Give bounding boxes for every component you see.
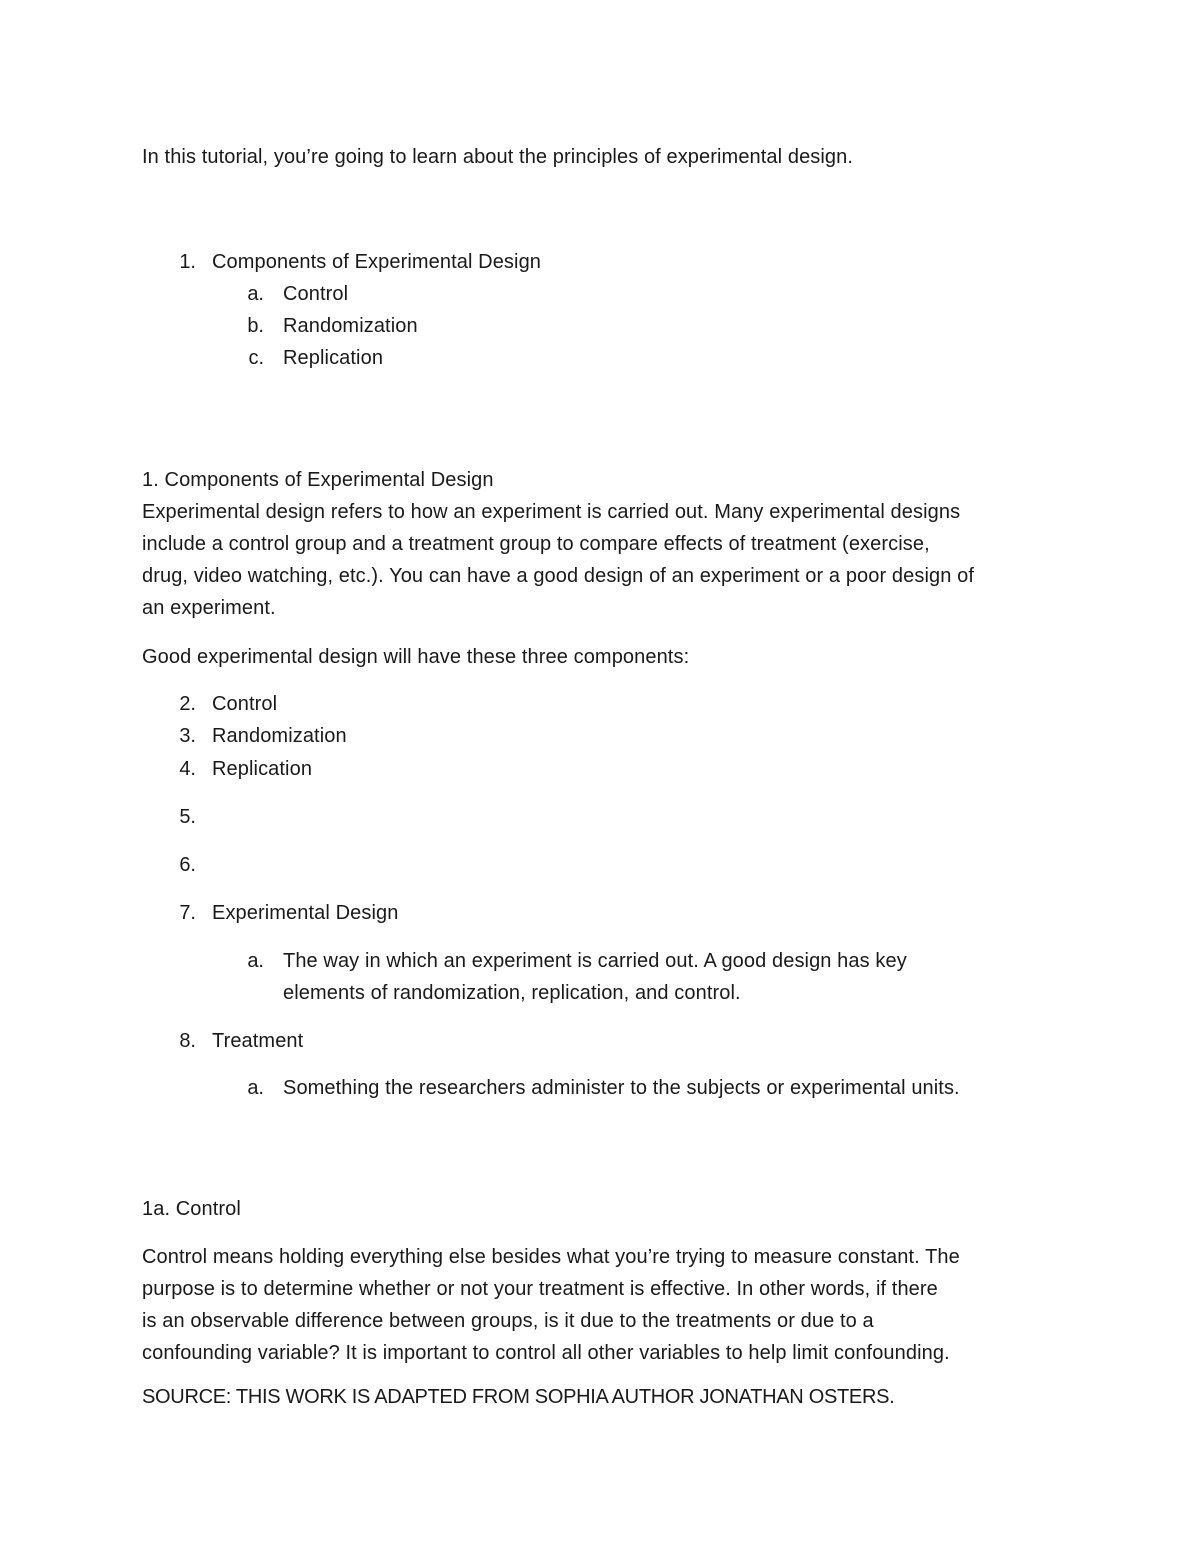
- toc-sub-label: Randomization: [283, 315, 418, 337]
- list-label: Randomization: [212, 725, 347, 747]
- toc-item-number: 1.: [179, 251, 196, 273]
- toc-sub-label: Control: [283, 283, 349, 305]
- toc-sub-letter: a.: [247, 283, 264, 305]
- list-number: 7.: [179, 902, 196, 924]
- list-number: 2.: [179, 693, 196, 715]
- section-heading: 1. Components of Experimental Design: [142, 469, 494, 491]
- definition-line: The way in which an experiment is carried out. A good design has key: [283, 950, 907, 972]
- source-note: SOURCE: THIS WORK IS ADAPTED FROM SOPHIA AUTHOR JONATHAN OSTERS.: [142, 1386, 895, 1408]
- toc-item-label: Components of Experimental Design: [212, 251, 542, 273]
- list-label: Experimental Design: [212, 902, 399, 924]
- paragraph-line: purpose is to determine whether or not your treatment is effective. In other words, if there: [142, 1278, 938, 1300]
- list-label: Treatment: [212, 1030, 304, 1052]
- toc-sub-letter: b.: [247, 315, 264, 337]
- list-label: Replication: [212, 758, 313, 780]
- components-intro: Good experimental design will have these three components:: [142, 646, 690, 668]
- list-label: Control: [212, 693, 278, 715]
- paragraph-line: drug, video watching, etc.). You can have a good design of an experiment or a poor design of: [142, 565, 974, 587]
- paragraph-line: is an observable difference between groups, is it due to the treatments or due to a: [142, 1310, 874, 1332]
- paragraph-line: confounding variable? It is important to control all other variables to help limit confounding.: [142, 1342, 950, 1364]
- section-heading: 1a. Control: [142, 1198, 241, 1220]
- list-number: 3.: [179, 725, 196, 747]
- list-number: 6.: [179, 854, 196, 876]
- list-number: 5.: [179, 806, 196, 828]
- definition-line: Something the researchers administer to the subjects or experimental units.: [283, 1077, 960, 1099]
- paragraph-line: include a control group and a treatment group to compare effects of treatment (exercise,: [142, 533, 930, 555]
- definition-letter: a.: [247, 950, 264, 972]
- paragraph-line: Control means holding everything else besides what you’re trying to measure constant. The: [142, 1246, 960, 1268]
- definition-letter: a.: [247, 1077, 264, 1099]
- paragraph-line: Experimental design refers to how an experiment is carried out. Many experimental designs: [142, 501, 961, 523]
- toc-sub-letter: c.: [248, 347, 264, 369]
- intro-text: In this tutorial, you’re going to learn about the principles of experimental design.: [142, 146, 854, 168]
- toc-sub-label: Replication: [283, 347, 384, 369]
- list-number: 4.: [179, 758, 196, 780]
- definition-line: elements of randomization, replication, and control.: [283, 982, 741, 1004]
- list-number: 8.: [179, 1030, 196, 1052]
- paragraph-line: an experiment.: [142, 597, 276, 619]
